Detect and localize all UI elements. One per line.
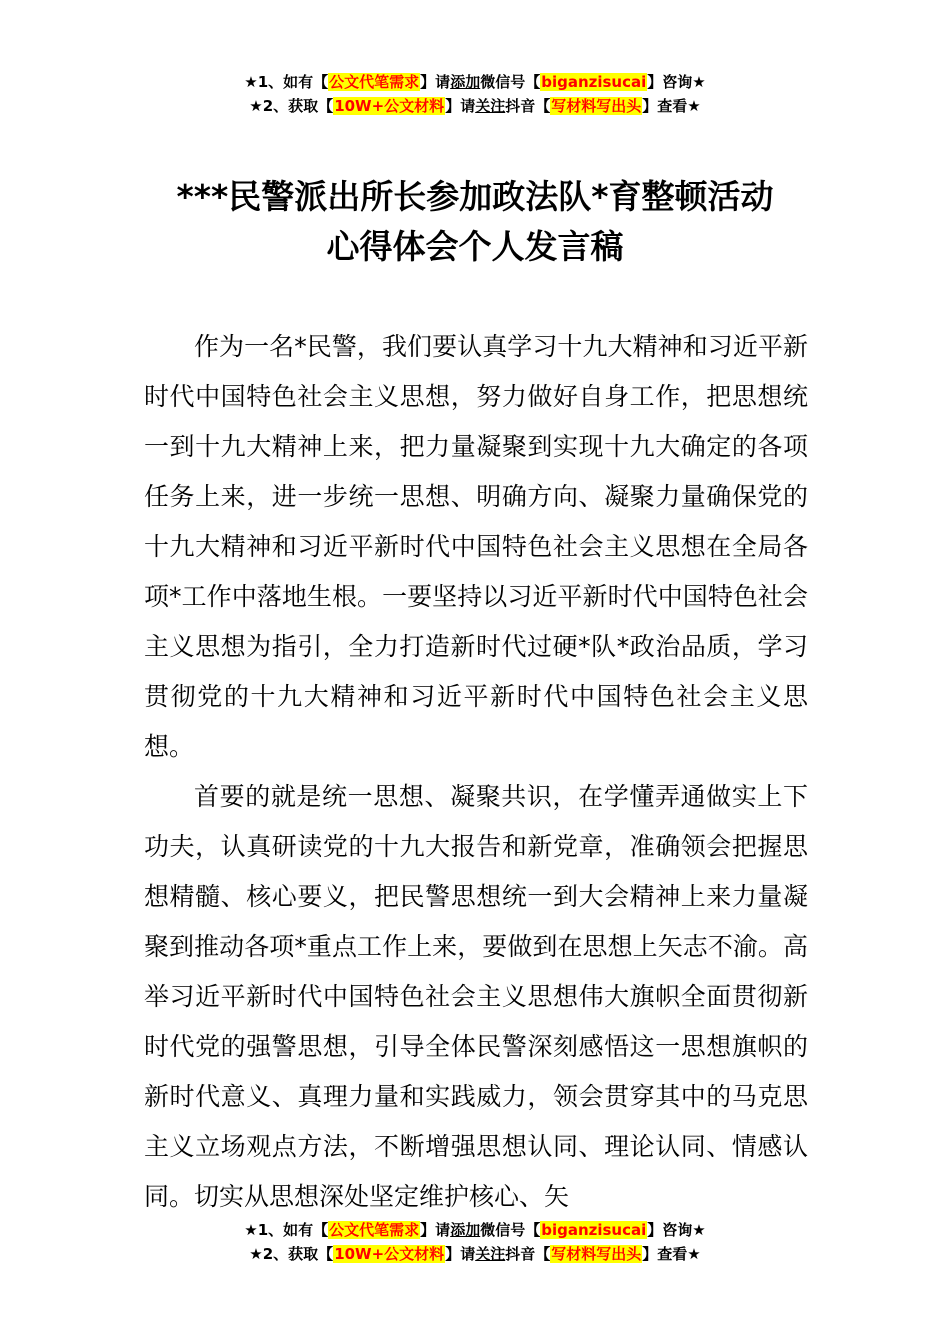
body-paragraph-2: 首要的就是统一思想、凝聚共识，在学懂弄通做实上下功夫，认真研读党的十九大报告和新党章，准确领会把握思想精髓、核心要义，把民警思想统一到大会精神上来力量凝聚到推动各项*重点工作上来，要做到在思想上矢志不渝。高举习近平新时代中国特色社会主义思想伟大旗帜全面贯彻新时代党的强警思想，引导全体民警深刻感悟这一思想旗帜的新时代意义、真理力量和实践威力，领会贯穿其中的马克思主义立场观点方法，不断增强思想认同、理论认同、情感认同。切实从思想深处坚定维护核心、矢 — [144, 782, 808, 1211]
header-banner — [0, 70, 950, 118]
banner-text: 抖音【 — [505, 1245, 551, 1263]
banner-text: 】请 — [445, 1245, 476, 1263]
document-title — [60, 172, 890, 272]
banner-line-2 — [0, 94, 950, 118]
banner-text: ★2、获取【 — [249, 97, 334, 115]
banner-text: ★1、如有【 — [244, 73, 329, 91]
banner-underline: 添加 — [450, 1221, 481, 1239]
banner-highlight: 写材料写出头 — [551, 97, 642, 115]
banner-text: 】请 — [420, 73, 451, 91]
body-paragraph-1: 作为一名*民警，我们要认真学习十九大精神和习近平新时代中国特色社会主义思想，努力做好自身工作，把思想统一到十九大精神上来，把力量凝聚到实现十九大确定的各项任务上来，进一步统一思想、明确方向、凝聚力量确保党的十九大精神和习近平新时代中国特色社会主义思想在全局各项*工作中落地生根。一要坚持以习近平新时代中国特色社会主义思想为指引，全力打造新时代过硬*队*政治品质，学习贯彻党的十九大精神和习近平新时代中国特色社会主义思想。 — [144, 332, 808, 761]
banner-text: 】咨询★ — [647, 73, 706, 91]
banner-underline: 关注 — [475, 97, 506, 115]
banner-text: 】查看★ — [642, 97, 701, 115]
banner-highlight: 10W+公文材料 — [334, 97, 445, 115]
banner-highlight: biganzisucai — [541, 73, 647, 91]
banner-text: 】咨询★ — [647, 1221, 706, 1239]
banner-highlight: 写材料写出头 — [551, 1245, 642, 1263]
banner-underline: 关注 — [475, 1245, 506, 1263]
banner-highlight: 10W+公文材料 — [334, 1245, 445, 1263]
banner-text: 微信号【 — [480, 1221, 541, 1239]
banner-text: 】查看★ — [642, 1245, 701, 1263]
banner-highlight: biganzisucai — [541, 1221, 647, 1239]
document-body — [144, 322, 808, 1222]
banner-line-1 — [0, 70, 950, 94]
banner-text: 】请 — [445, 97, 476, 115]
banner-text: 】请 — [420, 1221, 451, 1239]
banner-line-1 — [0, 1218, 950, 1242]
banner-underline: 添加 — [450, 73, 481, 91]
title-line-2: 心得体会个人发言稿 — [326, 227, 624, 266]
banner-text: 抖音【 — [505, 97, 551, 115]
banner-text: 微信号【 — [480, 73, 541, 91]
banner-line-2 — [0, 1242, 950, 1266]
banner-text: ★2、获取【 — [249, 1245, 334, 1263]
banner-text: ★1、如有【 — [244, 1221, 329, 1239]
title-line-1: ***民警派出所长参加政法队*育整顿活动 — [176, 177, 774, 216]
footer-banner — [0, 1218, 950, 1266]
banner-highlight: 公文代笔需求 — [329, 1221, 420, 1239]
banner-highlight: 公文代笔需求 — [329, 73, 420, 91]
